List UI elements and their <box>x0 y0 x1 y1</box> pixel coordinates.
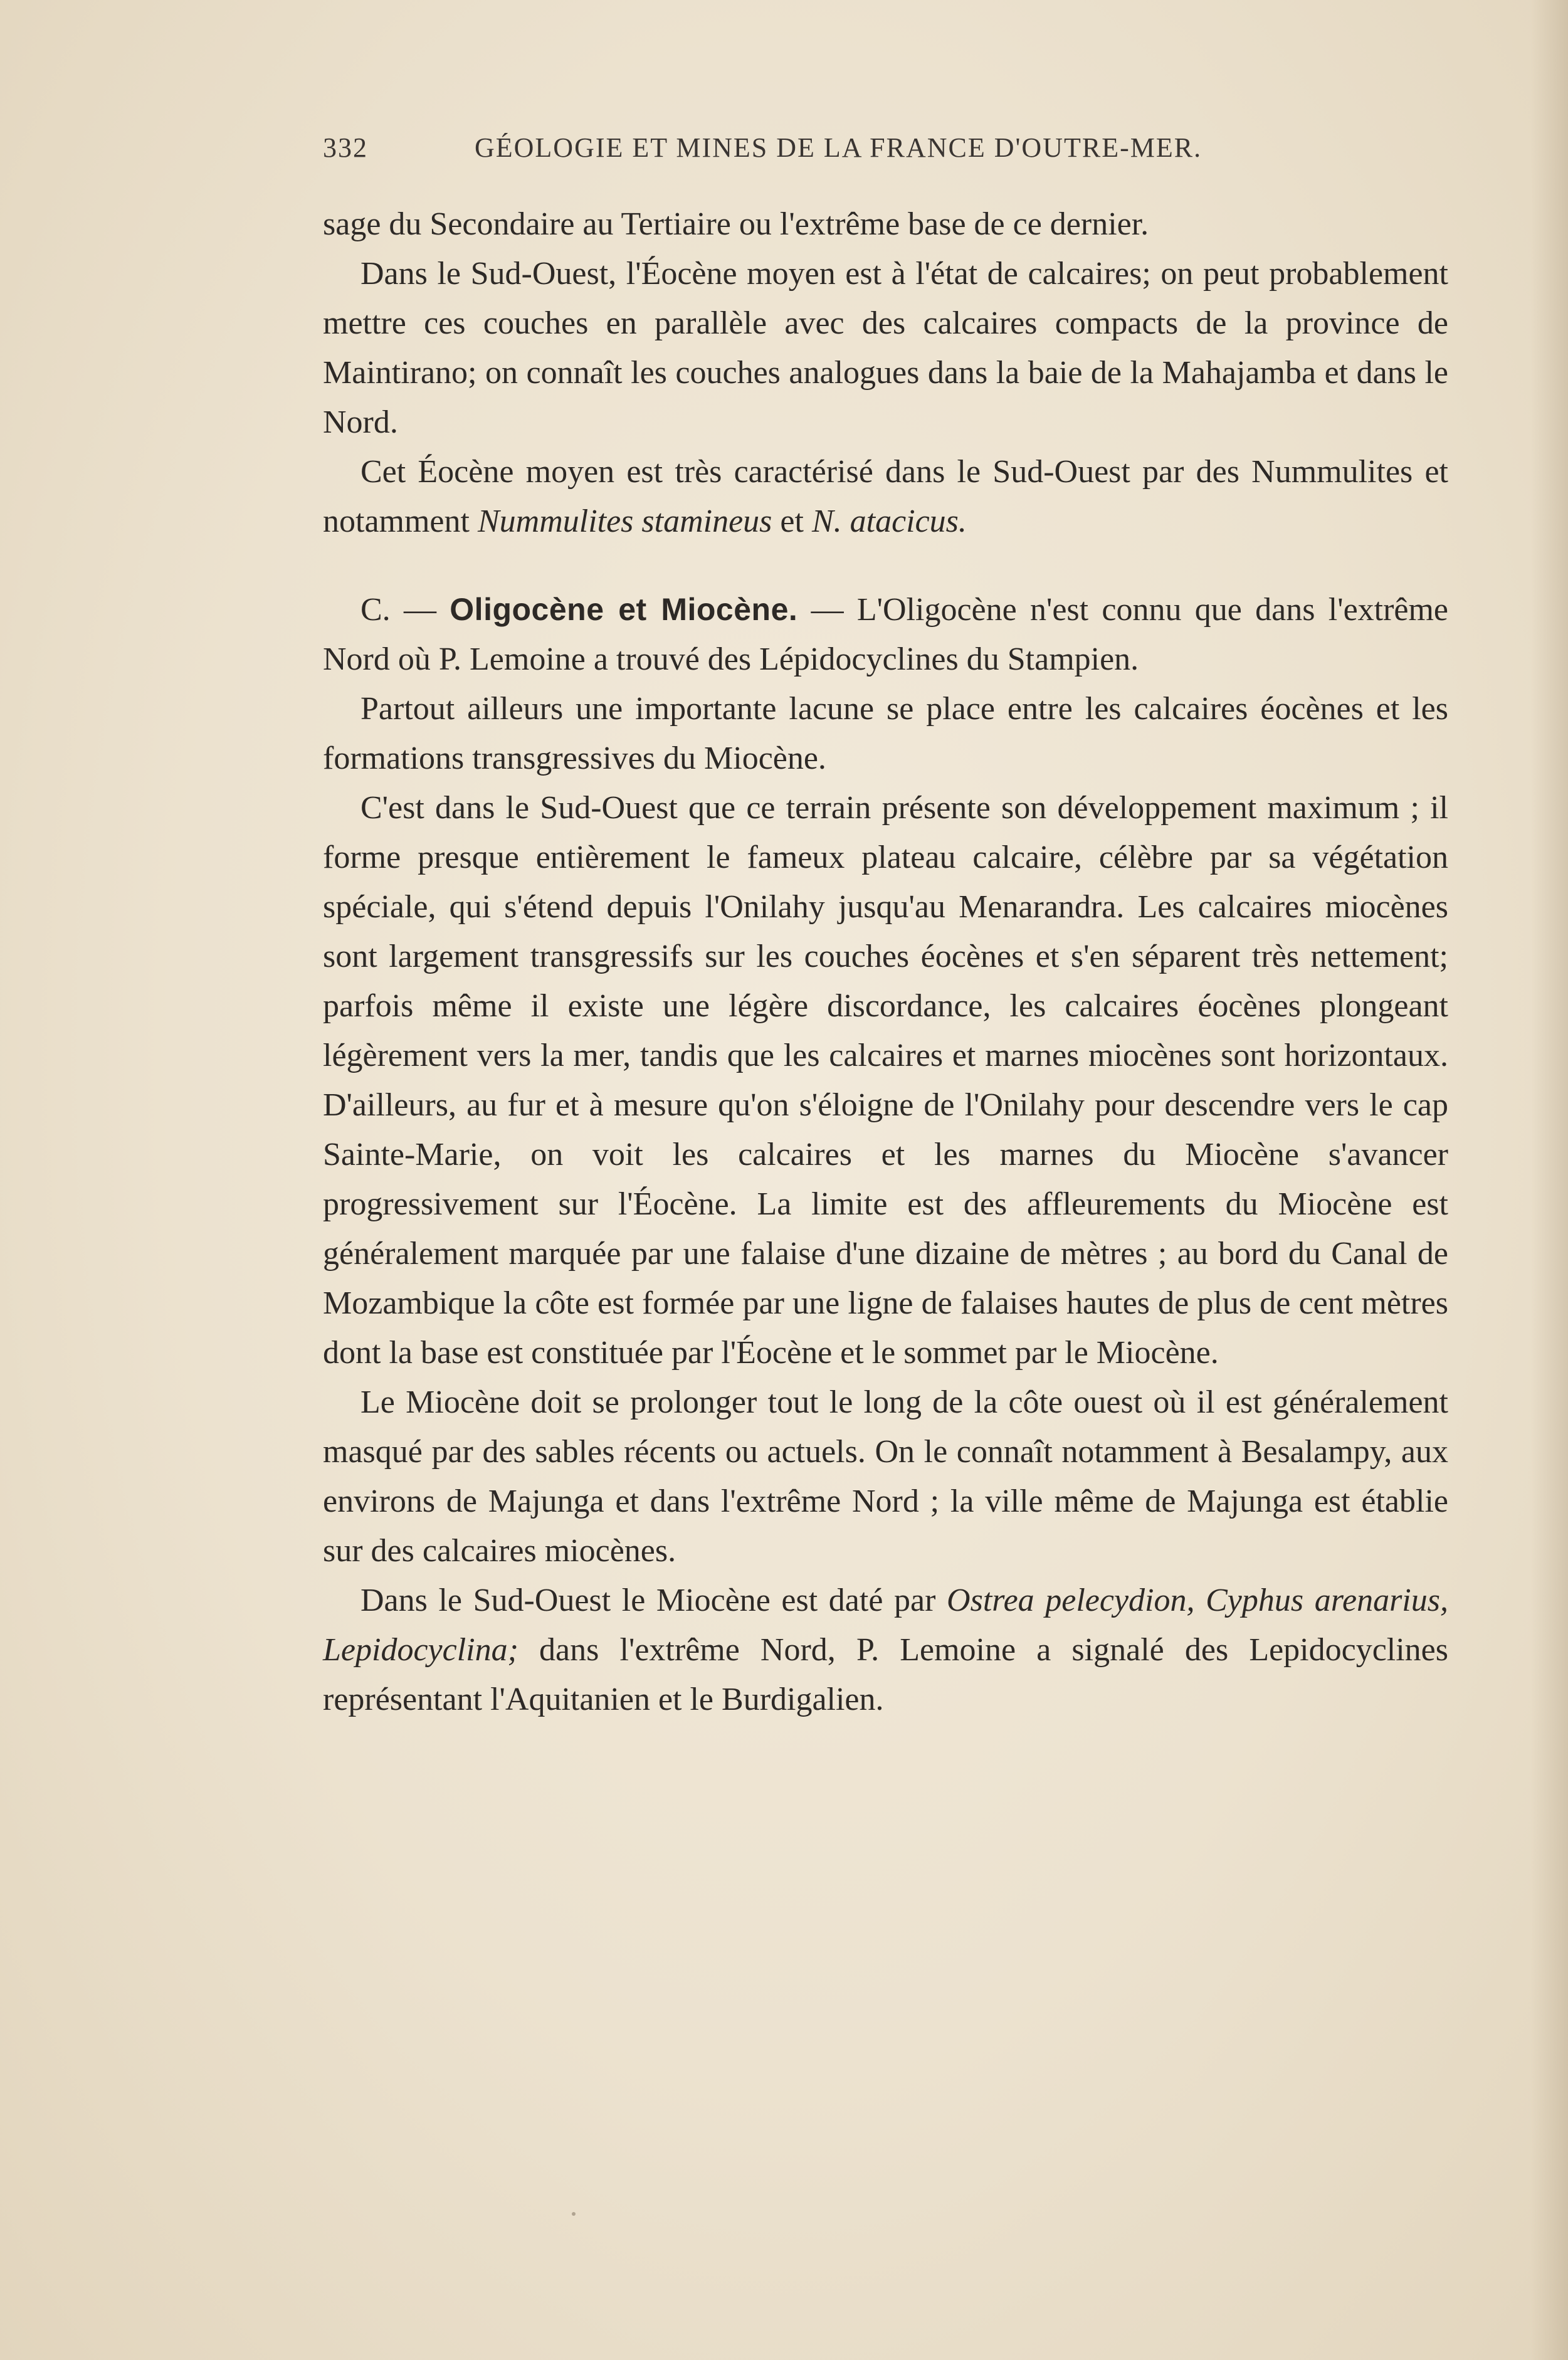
paragraph-eocene-southwest <box>323 249 1448 447</box>
page-number: 332 <box>323 132 368 163</box>
paragraph-text: C'est dans le Sud-Ouest que ce terrain présente son développement maximum ; il forme presque entièrement le fameux plateau calcaire, célèbre par sa végétation spéciale, qui s'étend depuis l'Onilahy jusqu'au Menarandra. Les calcaires miocènes sont largement transgressifs sur les couches éocènes et s'en séparent très nettement; parfois même il existe une légère discordance, les calcaires éocènes plongeant légèrement vers la mer, tandis que les calcaires et marnes miocènes sont horizontaux. D'ailleurs, au fur et à mesure qu'on s'éloigne de l'Onilahy pour descendre vers le cap Sainte-Marie, on voit les calcaires et les marnes du Miocène s'avancer progressivement sur l'Éocène. La limite est des affleurements du Miocène est généralement marquée par une falaise d'une dizaine de mètres ; au bord du Canal de Mozambique la côte est formée par une ligne de falaises hautes de plus de cent mètres dont la base est constituée par l'Éocène et le sommet par le Miocène. <box>323 790 1448 1371</box>
section-label: C. — <box>360 592 450 628</box>
paragraph-text: Dans le Sud-Ouest, l'Éocène moyen est à l'état de calcaires; on peut probablement mettre ces couches en parallèle avec des calcaires compacts de la province de Maintirano; on connaît les couches analogues dans la baie de la Mahajamba et dans le Nord. <box>323 256 1448 440</box>
species-name: Nummulites stamineus <box>477 503 772 539</box>
paragraph-text: — L'Oligocène n'est connu que dans l'extrême Nord où P. Lemoine a trouvé des Lépidocyclines du Stampien. <box>323 592 1449 677</box>
paragraph-text: sage du Secondaire au Tertiaire ou l'extrême base de ce dernier. <box>323 206 1149 242</box>
paper-speck <box>572 2212 576 2216</box>
paragraph-text: Partout ailleurs une importante lacune se place entre les calcaires éocènes et les formations transgressives du Miocène. <box>323 691 1448 776</box>
paragraph-section-c <box>323 585 1448 684</box>
running-title: GÉOLOGIE ET MINES DE LA FRANCE D'OUTRE-MER. <box>475 132 1202 163</box>
body-text <box>323 199 1448 1724</box>
paragraph-text: Le Miocène doit se prolonger tout le long de la côte ouest où il est généralement masqué par des sables récents ou actuels. On le connaît notamment à Besalampy, aux environs de Majunga et dans l'extrême Nord ; la ville même de Majunga est établie sur des calcaires miocènes. <box>323 1384 1448 1569</box>
paragraph-lacune <box>323 684 1448 783</box>
species-names: Ostrea pelecydion, Cyphus arenarius, Lepidocyclina; <box>323 1583 1448 1668</box>
paragraph-text: Dans le Sud-Ouest le Miocène est daté par <box>360 1583 947 1618</box>
paragraph-eocene-fossils <box>323 447 1448 546</box>
paragraph-text: Cet Éocène moyen est très caractérisé dans le Sud-Ouest par des Nummulites et notamment <box>323 454 1448 539</box>
paragraph-text: dans l'extrême Nord, P. Lemoine a signalé des Lepidocyclines représentant l'Aquitanien et le Burdigalien. <box>323 1632 1448 1717</box>
paragraph-miocene-dating <box>323 1576 1448 1724</box>
page-header <box>323 132 1448 176</box>
section-heading: Oligocène et Miocène. <box>450 592 798 627</box>
species-name: N. atacicus. <box>811 503 967 539</box>
paragraph-miocene-west-coast <box>323 1378 1448 1576</box>
paragraph-continuation <box>323 199 1448 249</box>
paragraph-miocene-plateau <box>323 783 1448 1378</box>
paragraph-text: et <box>772 503 812 539</box>
